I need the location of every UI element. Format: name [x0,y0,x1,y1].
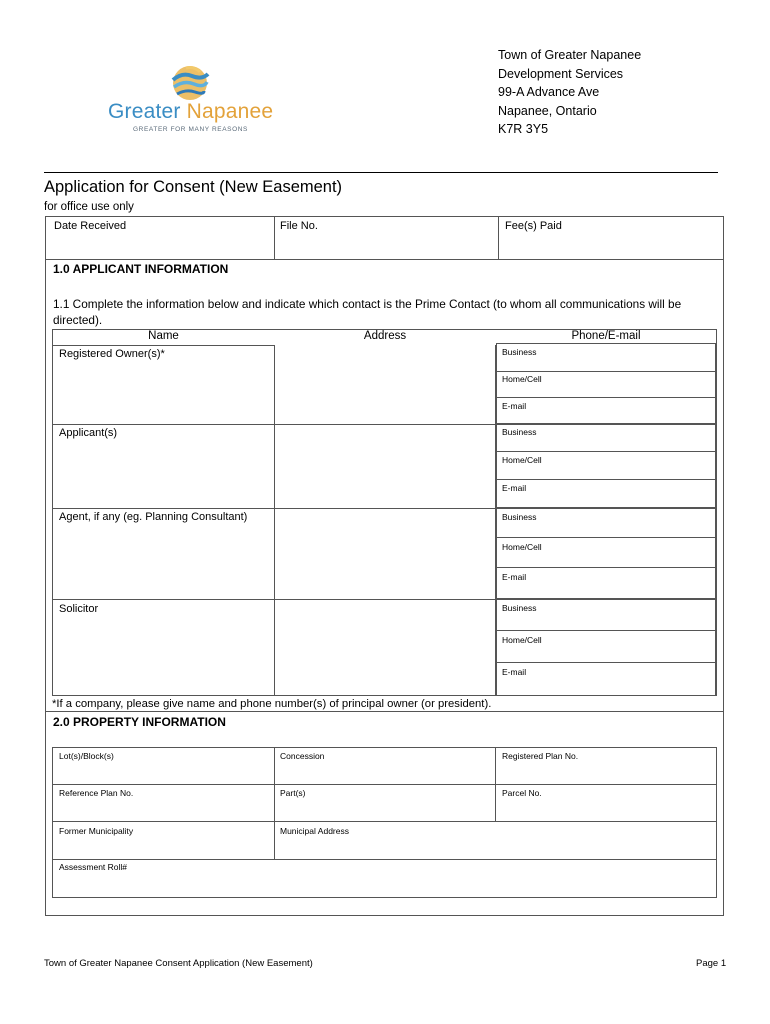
address-line: Napanee, Ontario [498,103,597,118]
field-label: Home/Cell [502,455,542,465]
home-cell-field[interactable] [496,371,716,398]
field-label: Home/Cell [502,635,542,645]
field-label: E-mail [502,401,527,411]
office-use-label: for office use only [44,201,134,213]
logo-wordmark [108,100,273,124]
field-label: E-mail [502,667,527,677]
address-line: Development Services [498,66,624,81]
address-line: Town of Greater Napanee [498,48,642,62]
parts-field[interactable]: Part(s) [280,788,306,798]
field-label: E-mail [502,572,527,582]
property-table [52,747,717,898]
lot-block-field[interactable]: Lot(s)/Block(s) [59,751,114,761]
former-municipality-field[interactable]: Former Municipality [59,826,134,836]
business-phone-field[interactable] [496,507,716,538]
file-no-field[interactable]: File No. [280,220,318,232]
fees-paid-field[interactable]: Fee(s) Paid [505,220,562,232]
field-label: E-mail [502,483,527,493]
reference-plan-field[interactable]: Reference Plan No. [59,788,134,798]
municipal-address-field[interactable]: Municipal Address [280,826,349,836]
row-label-registered-owner: Registered Owner(s)* [59,348,165,360]
assessment-roll-field[interactable]: Assessment Roll# [59,862,128,872]
business-phone-field[interactable] [496,423,716,452]
field-label: Business [502,427,537,437]
company-footnote: *If a company, please give name and phone number(s) of principal owner (or president). [52,698,492,710]
header-divider [44,172,718,173]
column-header-address: Address [363,330,407,342]
email-field[interactable] [496,479,716,508]
email-field[interactable] [496,662,716,696]
section1-instruction: 1.1 Complete the information below and indicate which contact is the Prime Contact (to whom all communications will be directed). [53,297,682,327]
date-received-field[interactable]: Date Received [54,220,127,232]
column-header-phone-email: Phone/E-mail [571,330,641,342]
email-field[interactable] [496,567,716,600]
footer-document-name: Town of Greater Napanee Consent Application (New Easement) [44,958,313,969]
home-cell-field[interactable] [496,630,716,663]
field-label: Home/Cell [502,542,542,552]
office-use-table [45,216,724,260]
row-label-agent: Agent, if any (eg. Planning Consultant) [59,511,248,523]
business-phone-field[interactable] [496,598,716,631]
office-address [498,46,641,139]
concession-field[interactable]: Concession [280,751,325,761]
logo-name-part2: Napanee [186,100,274,123]
field-label: Home/Cell [502,374,542,384]
address-line: 99-A Advance Ave [498,85,600,99]
field-label: Business [502,347,537,357]
home-cell-field[interactable] [496,451,716,480]
greater-napanee-logo [108,62,273,140]
row-label-applicant: Applicant(s) [59,427,118,439]
footer-page-number: Page 1 [696,958,727,969]
address-line: K7R 3Y5 [498,122,549,136]
email-field[interactable] [496,397,716,424]
section1-heading: 1.0 APPLICANT INFORMATION [53,262,229,276]
logo-tagline: GREATER FOR MANY REASONS [133,126,248,133]
registered-plan-field[interactable]: Registered Plan No. [502,751,579,761]
page-title: Application for Consent (New Easement) [44,178,343,196]
column-header-name: Name [148,330,179,342]
business-phone-field[interactable] [496,343,716,372]
field-label: Business [502,512,537,522]
field-label: Business [502,603,537,613]
row-label-solicitor: Solicitor [59,603,99,615]
logo-name-part1: Greater [108,100,181,123]
section2-heading: 2.0 PROPERTY INFORMATION [53,715,226,729]
parcel-no-field[interactable]: Parcel No. [502,788,542,798]
logo-emblem-icon [170,64,210,102]
home-cell-field[interactable] [496,537,716,568]
